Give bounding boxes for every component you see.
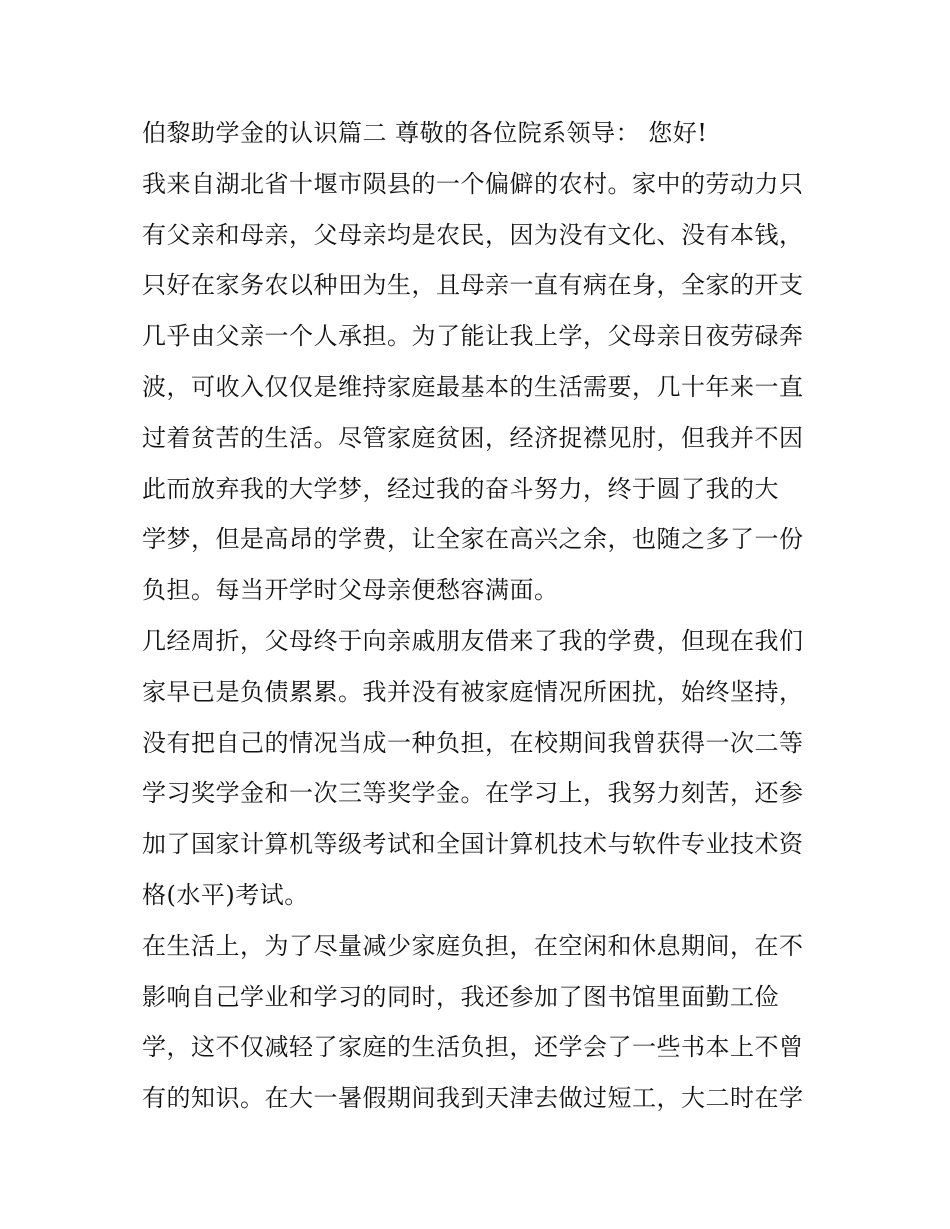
text-line: 只好在家务农以种田为生，且母亲一直有病在身，全家的开支 <box>142 271 804 300</box>
text-line: 在生活上，为了尽量减少家庭负担，在空闲和休息期间，在不 <box>142 931 804 960</box>
text-line: 我来自湖北省十堰市陨县的一个偏僻的农村。家中的劳动力只 <box>142 169 804 198</box>
text-line: 伯黎助学金的认识篇二 尊敬的各位院系领导： 您好! <box>142 119 708 147</box>
text-line: 有父亲和母亲，父母亲均是农民，因为没有文化、没有本钱， <box>142 220 804 249</box>
text-line: 学，这不仅减轻了家庭的生活负担，还学会了一些书本上不曾 <box>142 1033 804 1062</box>
text-line: 学习奖学金和一次三等奖学金。在学习上，我努力刻苦，还参 <box>142 779 804 808</box>
text-line: 几经周折，父母终于向亲戚朋友借来了我的学费，但现在我们 <box>142 626 804 655</box>
text-line: 有的知识。在大一暑假期间我到天津去做过短工，大二时在学 <box>142 1084 804 1113</box>
text-line: 家早已是负债累累。我并没有被家庭情况所困扰，始终坚持， <box>142 677 804 706</box>
text-line: 负担。每当开学时父母亲便愁容满面。 <box>142 576 559 605</box>
text-line: 过着贫苦的生活。尽管家庭贫困，经济捉襟见肘，但我并不因 <box>142 423 804 452</box>
text-line: 格(水平)考试。 <box>142 880 309 909</box>
document-body <box>142 108 812 1124</box>
text-line: 没有把自己的情况当成一种负担，在校期间我曾获得一次二等 <box>142 728 804 757</box>
text-line: 波，可收入仅仅是维持家庭最基本的生活需要，几十年来一直 <box>142 372 804 401</box>
text-line: 几乎由父亲一个人承担。为了能让我上学，父母亲日夜劳碌奔 <box>142 322 804 351</box>
text-line: 影响自己学业和学习的同时，我还参加了图书馆里面勤工俭 <box>142 982 779 1011</box>
text-line: 学梦，但是高昂的学费，让全家在高兴之余，也随之多了一份 <box>142 525 804 554</box>
text-line: 此而放弃我的大学梦，经过我的奋斗努力，终于圆了我的大 <box>142 474 779 503</box>
text-line: 加了国家计算机等级考试和全国计算机技术与软件专业技术资 <box>142 830 804 859</box>
